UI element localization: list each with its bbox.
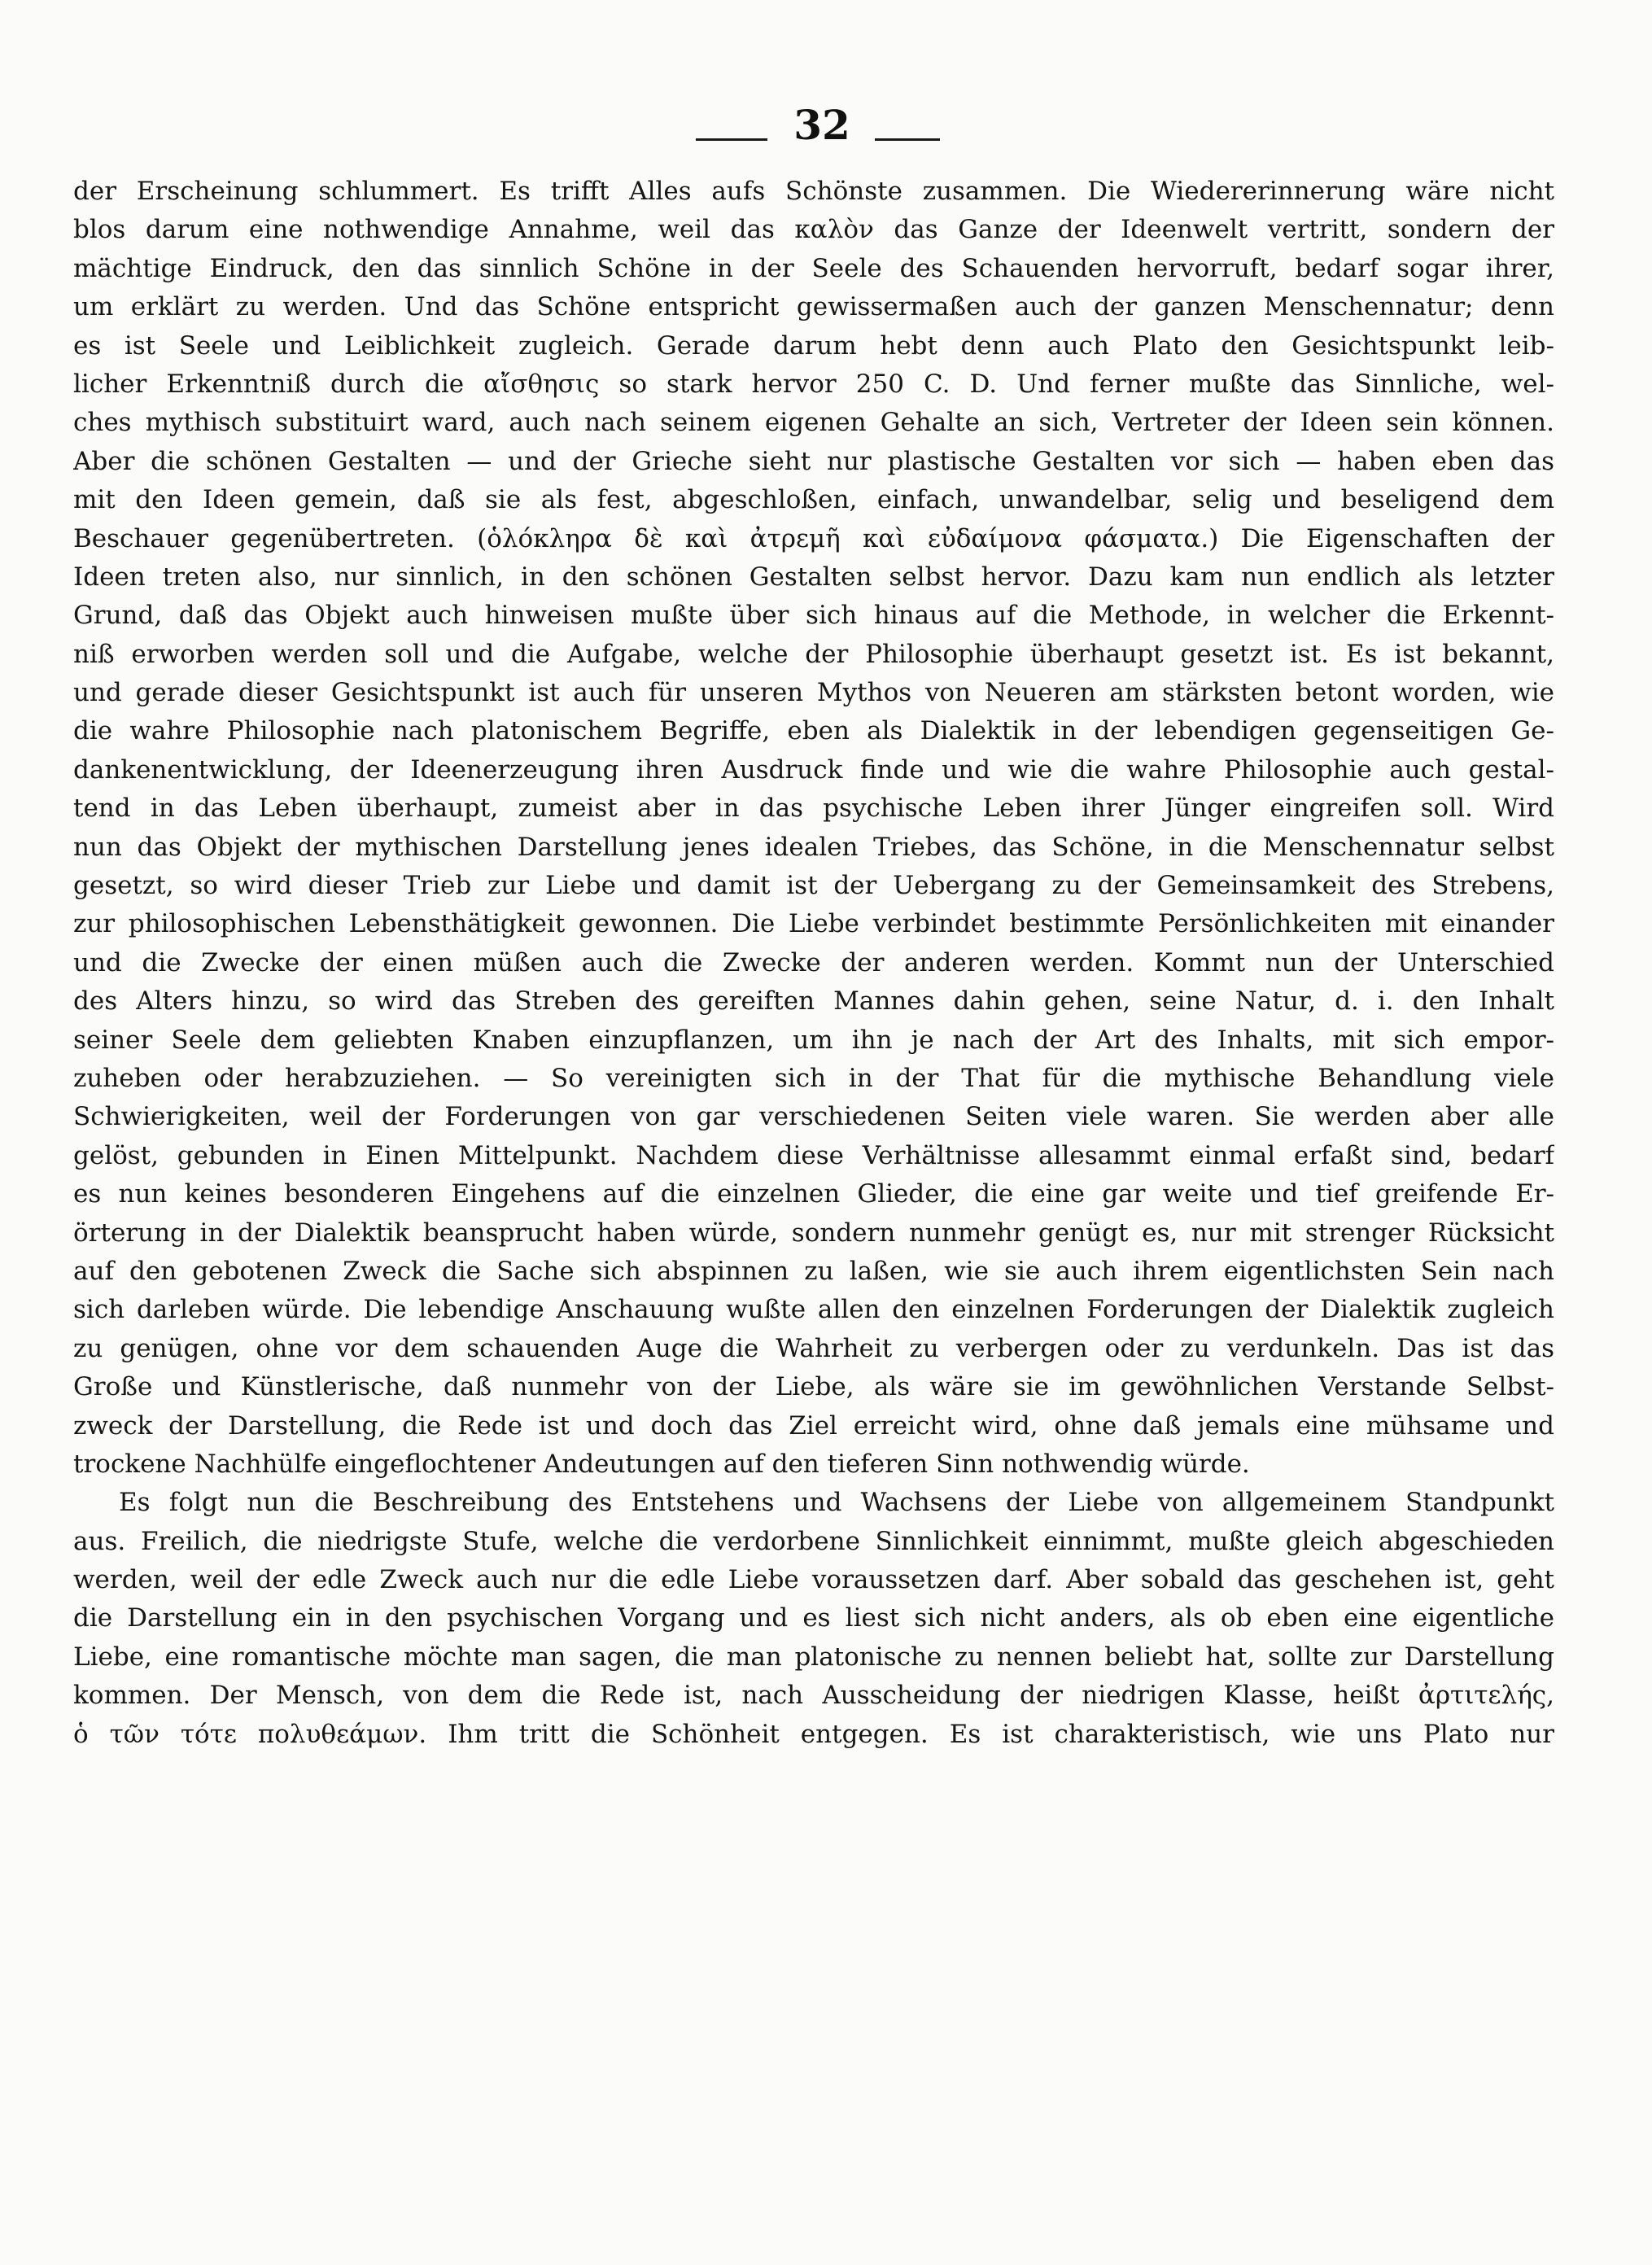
paragraph-start-line: Es folgt nun die Beschreibung des Entstehens und Wachsens der Liebe von allgemeinem Standpunkt bbox=[119, 1488, 1554, 1518]
text-line: zuheben oder herabzuziehen. — So vereinigten sich in der That für die mythische Behandlung viele bbox=[73, 1063, 1554, 1093]
text-line: des Alters hinzu, so wird das Streben des gereiften Mannes dahin gehen, seine Natur, d. i. den Inhalt bbox=[73, 986, 1554, 1017]
text-line: auf den gebotenen Zweck die Sache sich abspinnen zu laßen, wie sie auch ihrem eigentlichsten Sein nach bbox=[73, 1256, 1554, 1286]
paragraph-end-line: trockene Nachhülfe eingeflochtener Andeutungen auf den tieferen Sinn nothwendig würde. bbox=[73, 1449, 1250, 1479]
text-line: zweck der Darstellung, die Rede ist und doch das Ziel erreicht wird, ohne daß jemals eine mühsame und bbox=[73, 1410, 1554, 1441]
text-line: seiner Seele dem geliebten Knaben einzupflanzen, um ihn je nach der Art des Inhalts, mit sich empor- bbox=[73, 1025, 1554, 1055]
text-line: gelöst, gebunden in Einen Mittelpunkt. Nachdem diese Verhältnisse allesammt einmal erfaßt sind, bedarf bbox=[73, 1140, 1554, 1170]
text-line: licher Erkenntniß durch die αἴσθησις so stark hervor 250 C. D. Und ferner mußte das Sinnliche, wel- bbox=[73, 369, 1554, 399]
text-line: es nun keines besonderen Eingehens auf die einzelnen Glieder, die eine gar weite und tief greifende Er- bbox=[73, 1179, 1554, 1209]
text-line: Grund, daß das Objekt auch hinweisen mußte über sich hinaus auf die Methode, in welcher die Erkennt- bbox=[73, 601, 1554, 631]
text-line: mächtige Eindruck, den das sinnlich Schöne in der Seele des Schauenden hervorruft, bedarf sogar ihrer, bbox=[73, 253, 1554, 283]
text-line: Ideen treten also, nur sinnlich, in den schönen Gestalten selbst hervor. Dazu kam nun endlich als letzter bbox=[73, 562, 1554, 592]
text-line: Aber die schönen Gestalten — und der Grieche sieht nur plastische Gestalten vor sich — haben eben das bbox=[73, 446, 1554, 476]
text-line: zu genügen, ohne vor dem schauenden Auge die Wahrheit zu verbergen oder zu verdunkeln. Das ist das bbox=[73, 1333, 1554, 1363]
text-line: aus. Freilich, die niedrigste Stufe, welche die verdorbene Sinnlichkeit einnimmt, mußte gleich abgeschieden bbox=[73, 1526, 1554, 1556]
text-line: es ist Seele und Leiblichkeit zugleich. Gerade darum hebt denn auch Plato den Gesichtspunkt leib- bbox=[73, 330, 1554, 361]
text-line: ches mythisch substituirt ward, auch nach seinem eigenen Gehalte an sich, Vertreter der Ideen sein können. bbox=[73, 408, 1554, 438]
text-line: und die Zwecke der einen müßen auch die Zwecke der anderen werden. Kommt nun der Unterschied bbox=[73, 947, 1554, 977]
text-line: tend in das Leben überhaupt, zumeist aber in das psychische Leben ihrer Jünger eingreifen soll. Wird bbox=[73, 794, 1554, 824]
text-line: mit den Ideen gemein, daß sie als fest, abgeschloßen, einfach, unwandelbar, selig und beseligend dem bbox=[73, 485, 1554, 515]
text-line: gesetzt, so wird dieser Trieb zur Liebe und damit ist der Uebergang zu der Gemeinsamkeit des Strebens, bbox=[73, 871, 1554, 901]
header-rule-left bbox=[696, 138, 767, 141]
text-line: Große und Künstlerische, daß nunmehr von der Liebe, als wäre sie im gewöhnlichen Verstande Selbst- bbox=[73, 1372, 1554, 1402]
text-line: sich darleben würde. Die lebendige Anschauung wußte allen den einzelnen Forderungen der Dialektik zugleich bbox=[73, 1295, 1554, 1325]
text-line: nun das Objekt der mythischen Darstellung jenes idealen Triebes, das Schöne, in die Menschennatur selbst bbox=[73, 832, 1554, 862]
text-line: die wahre Philosophie nach platonischem Begriffe, eben als Dialektik in der lebendigen gegenseitigen Ge- bbox=[73, 716, 1554, 746]
body-text bbox=[73, 173, 1554, 1754]
text-line: kommen. Der Mensch, von dem die Rede ist, nach Ausscheidung der niedrigen Klasse, heißt ἀρτιτελής, bbox=[73, 1681, 1554, 1711]
text-line: dankenentwicklung, der Ideenerzeugung ihren Ausdruck finde und wie die wahre Philosophie auch gestal- bbox=[73, 754, 1554, 785]
text-line: niß erworben werden soll und die Aufgabe, welche der Philosophie überhaupt gesetzt ist. Es ist bekannt, bbox=[73, 639, 1554, 669]
text-line: zur philosophischen Lebensthätigkeit gewonnen. Die Liebe verbindet bestimmte Persönlichkeiten mit einander bbox=[73, 909, 1554, 939]
text-line: um erklärt zu werden. Und das Schöne entspricht gewissermaßen auch der ganzen Menschennatur; denn bbox=[73, 292, 1554, 322]
page-number: 32 bbox=[793, 101, 850, 149]
text-line: der Erscheinung schlummert. Es trifft Alles aufs Schönste zusammen. Die Wiedererinnerung wäre nicht bbox=[73, 177, 1554, 206]
text-line: die Darstellung ein in den psychischen Vorgang und es liest sich nicht anders, als ob eben eine eigentliche bbox=[73, 1603, 1554, 1633]
text-line: örterung in der Dialektik beansprucht haben würde, sondern nunmehr genügt es, nur mit strenger Rücksicht bbox=[73, 1218, 1554, 1248]
page-header bbox=[0, 96, 1652, 153]
text-line: werden, weil der edle Zweck auch nur die edle Liebe voraussetzen darf. Aber sobald das geschehen ist, geht bbox=[73, 1565, 1554, 1595]
text-line: Beschauer gegenübertreten. (ὁλόκληρα δὲ καὶ ἀτρεμῆ καὶ εὐδαίμονα φάσματα.) Die Eigenschaften der bbox=[73, 523, 1554, 553]
text-line: blos darum eine nothwendige Annahme, weil das καλὸν das Ganze der Ideenwelt vertritt, sondern der bbox=[73, 215, 1554, 245]
text-line: und gerade dieser Gesichtspunkt ist auch für unseren Mythos von Neueren am stärksten betont worden, wie bbox=[73, 678, 1554, 708]
text-line: ὁ τῶν τότε πολυθεάμων. Ihm tritt die Schönheit entgegen. Es ist charakteristisch, wie uns Plato nur bbox=[73, 1719, 1554, 1749]
text-line: Liebe, eine romantische möchte man sagen, die man platonische zu nennen beliebt hat, sollte zur Darstellung bbox=[73, 1642, 1554, 1672]
text-line: Schwierigkeiten, weil der Forderungen von gar verschiedenen Seiten viele waren. Sie werden aber alle bbox=[73, 1102, 1554, 1132]
header-rule-right bbox=[875, 138, 940, 141]
